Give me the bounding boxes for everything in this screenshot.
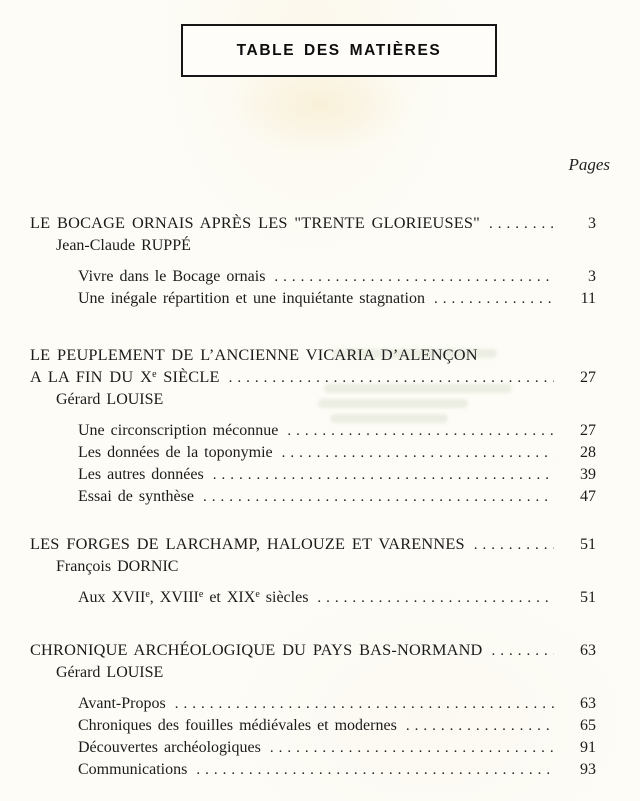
entry-title-line2: A LA FIN DU Xe SIÈCLE	[30, 367, 220, 386]
dot-leader	[270, 737, 554, 759]
subentry-page-number: 93	[580, 761, 596, 778]
entry-page-number: 63	[580, 642, 596, 659]
subentry-list	[30, 420, 596, 508]
subentry-title: Chroniques des fouilles médiévales et modernes	[78, 717, 397, 734]
subentry-page-number: 47	[580, 488, 596, 505]
subentry-page-number: 28	[580, 444, 596, 461]
subentry-page-number: 3	[588, 268, 596, 285]
toc-subentry	[78, 587, 596, 609]
entry-title: LE BOCAGE ORNAIS APRÈS LES "TRENTE GLORIEUSES"	[30, 213, 480, 232]
toc-subentry	[78, 464, 596, 486]
subentry-page-number: 39	[580, 466, 596, 483]
toc-section-chronique-archeologique	[30, 639, 596, 781]
toc-section-bocage-ornais	[30, 212, 596, 310]
dot-leader	[196, 759, 554, 781]
dot-leader	[274, 266, 554, 288]
entry-title: CHRONIQUE ARCHÉOLOGIQUE DU PAYS BAS-NORMAND	[30, 640, 483, 659]
subentry-list	[30, 693, 596, 781]
entry-author: Jean-Claude RUPPÉ	[56, 237, 191, 254]
entry-page-number: 51	[580, 536, 596, 553]
subentry-page-number: 91	[580, 739, 596, 756]
entry-page-number: 3	[588, 215, 596, 232]
toc-entry-line1	[30, 344, 596, 366]
entry-title: LES FORGES DE LARCHAMP, HALOUZE ET VARENNES	[30, 534, 465, 553]
toc-subentry	[78, 715, 596, 737]
toc-section-forges	[30, 533, 596, 609]
toc-subentry	[78, 759, 596, 781]
subentry-page-number: 65	[580, 717, 596, 734]
dot-leader	[175, 693, 554, 715]
subentry-list	[30, 266, 596, 310]
toc-subentry	[78, 420, 596, 442]
subentry-title: Communications	[78, 761, 188, 778]
subentry-title: Vivre dans le Bocage ornais	[78, 268, 266, 285]
dot-leader	[492, 640, 554, 662]
dot-leader	[282, 442, 554, 464]
toc-subentry	[78, 266, 596, 288]
dot-leader	[406, 715, 554, 737]
toc-subentry	[78, 288, 596, 310]
subentry-list	[30, 587, 596, 609]
entry-author: François DORNIC	[56, 558, 179, 575]
subentry-title: Aux XVIIe, XVIIIe et XIXe siècles	[78, 589, 309, 606]
subentry-page-number: 27	[580, 422, 596, 439]
dot-leader	[317, 587, 554, 609]
toc-subentry	[78, 486, 596, 508]
subentry-title: Avant-Propos	[78, 695, 166, 712]
toc-subentry	[78, 693, 596, 715]
toc-entry-line2	[30, 366, 596, 389]
dot-leader	[213, 464, 554, 486]
subentry-page-number: 11	[580, 290, 596, 307]
entry-author: Gérard LOUISE	[56, 664, 164, 681]
subentry-title: Les autres données	[78, 466, 204, 483]
subentry-title: Les données de la toponymie	[78, 444, 273, 461]
dot-leader	[229, 367, 554, 389]
subentry-title: Découvertes archéologiques	[78, 739, 261, 756]
subentry-title: Une inégale répartition et une inquiétante stagnation	[78, 290, 425, 307]
page-title: TABLE DES MATIÈRES	[236, 41, 442, 59]
dot-leader	[287, 420, 554, 442]
toc-entry	[30, 533, 596, 556]
dot-leader	[489, 213, 554, 235]
entry-author: Gérard LOUISE	[56, 391, 164, 408]
dot-leader	[203, 486, 554, 508]
subentry-title: Une circonscription méconnue	[78, 422, 279, 439]
dot-leader	[434, 288, 554, 310]
subentry-page-number: 63	[580, 695, 596, 712]
entry-title-line1: LE PEUPLEMENT DE L’ANCIENNE VICARIA D’ALENÇON	[30, 345, 478, 364]
toc-subentry	[78, 737, 596, 759]
dot-leader	[474, 534, 554, 556]
toc-subentry	[78, 442, 596, 464]
toc-section-peuplement-vicaria	[30, 344, 596, 508]
subentry-page-number: 51	[580, 589, 596, 606]
pages-column-label: Pages	[568, 155, 610, 174]
page-title-box	[181, 24, 497, 77]
toc-entry	[30, 639, 596, 662]
subentry-title: Essai de synthèse	[78, 488, 194, 505]
toc-entry	[30, 212, 596, 235]
entry-page-number: 27	[580, 369, 596, 386]
